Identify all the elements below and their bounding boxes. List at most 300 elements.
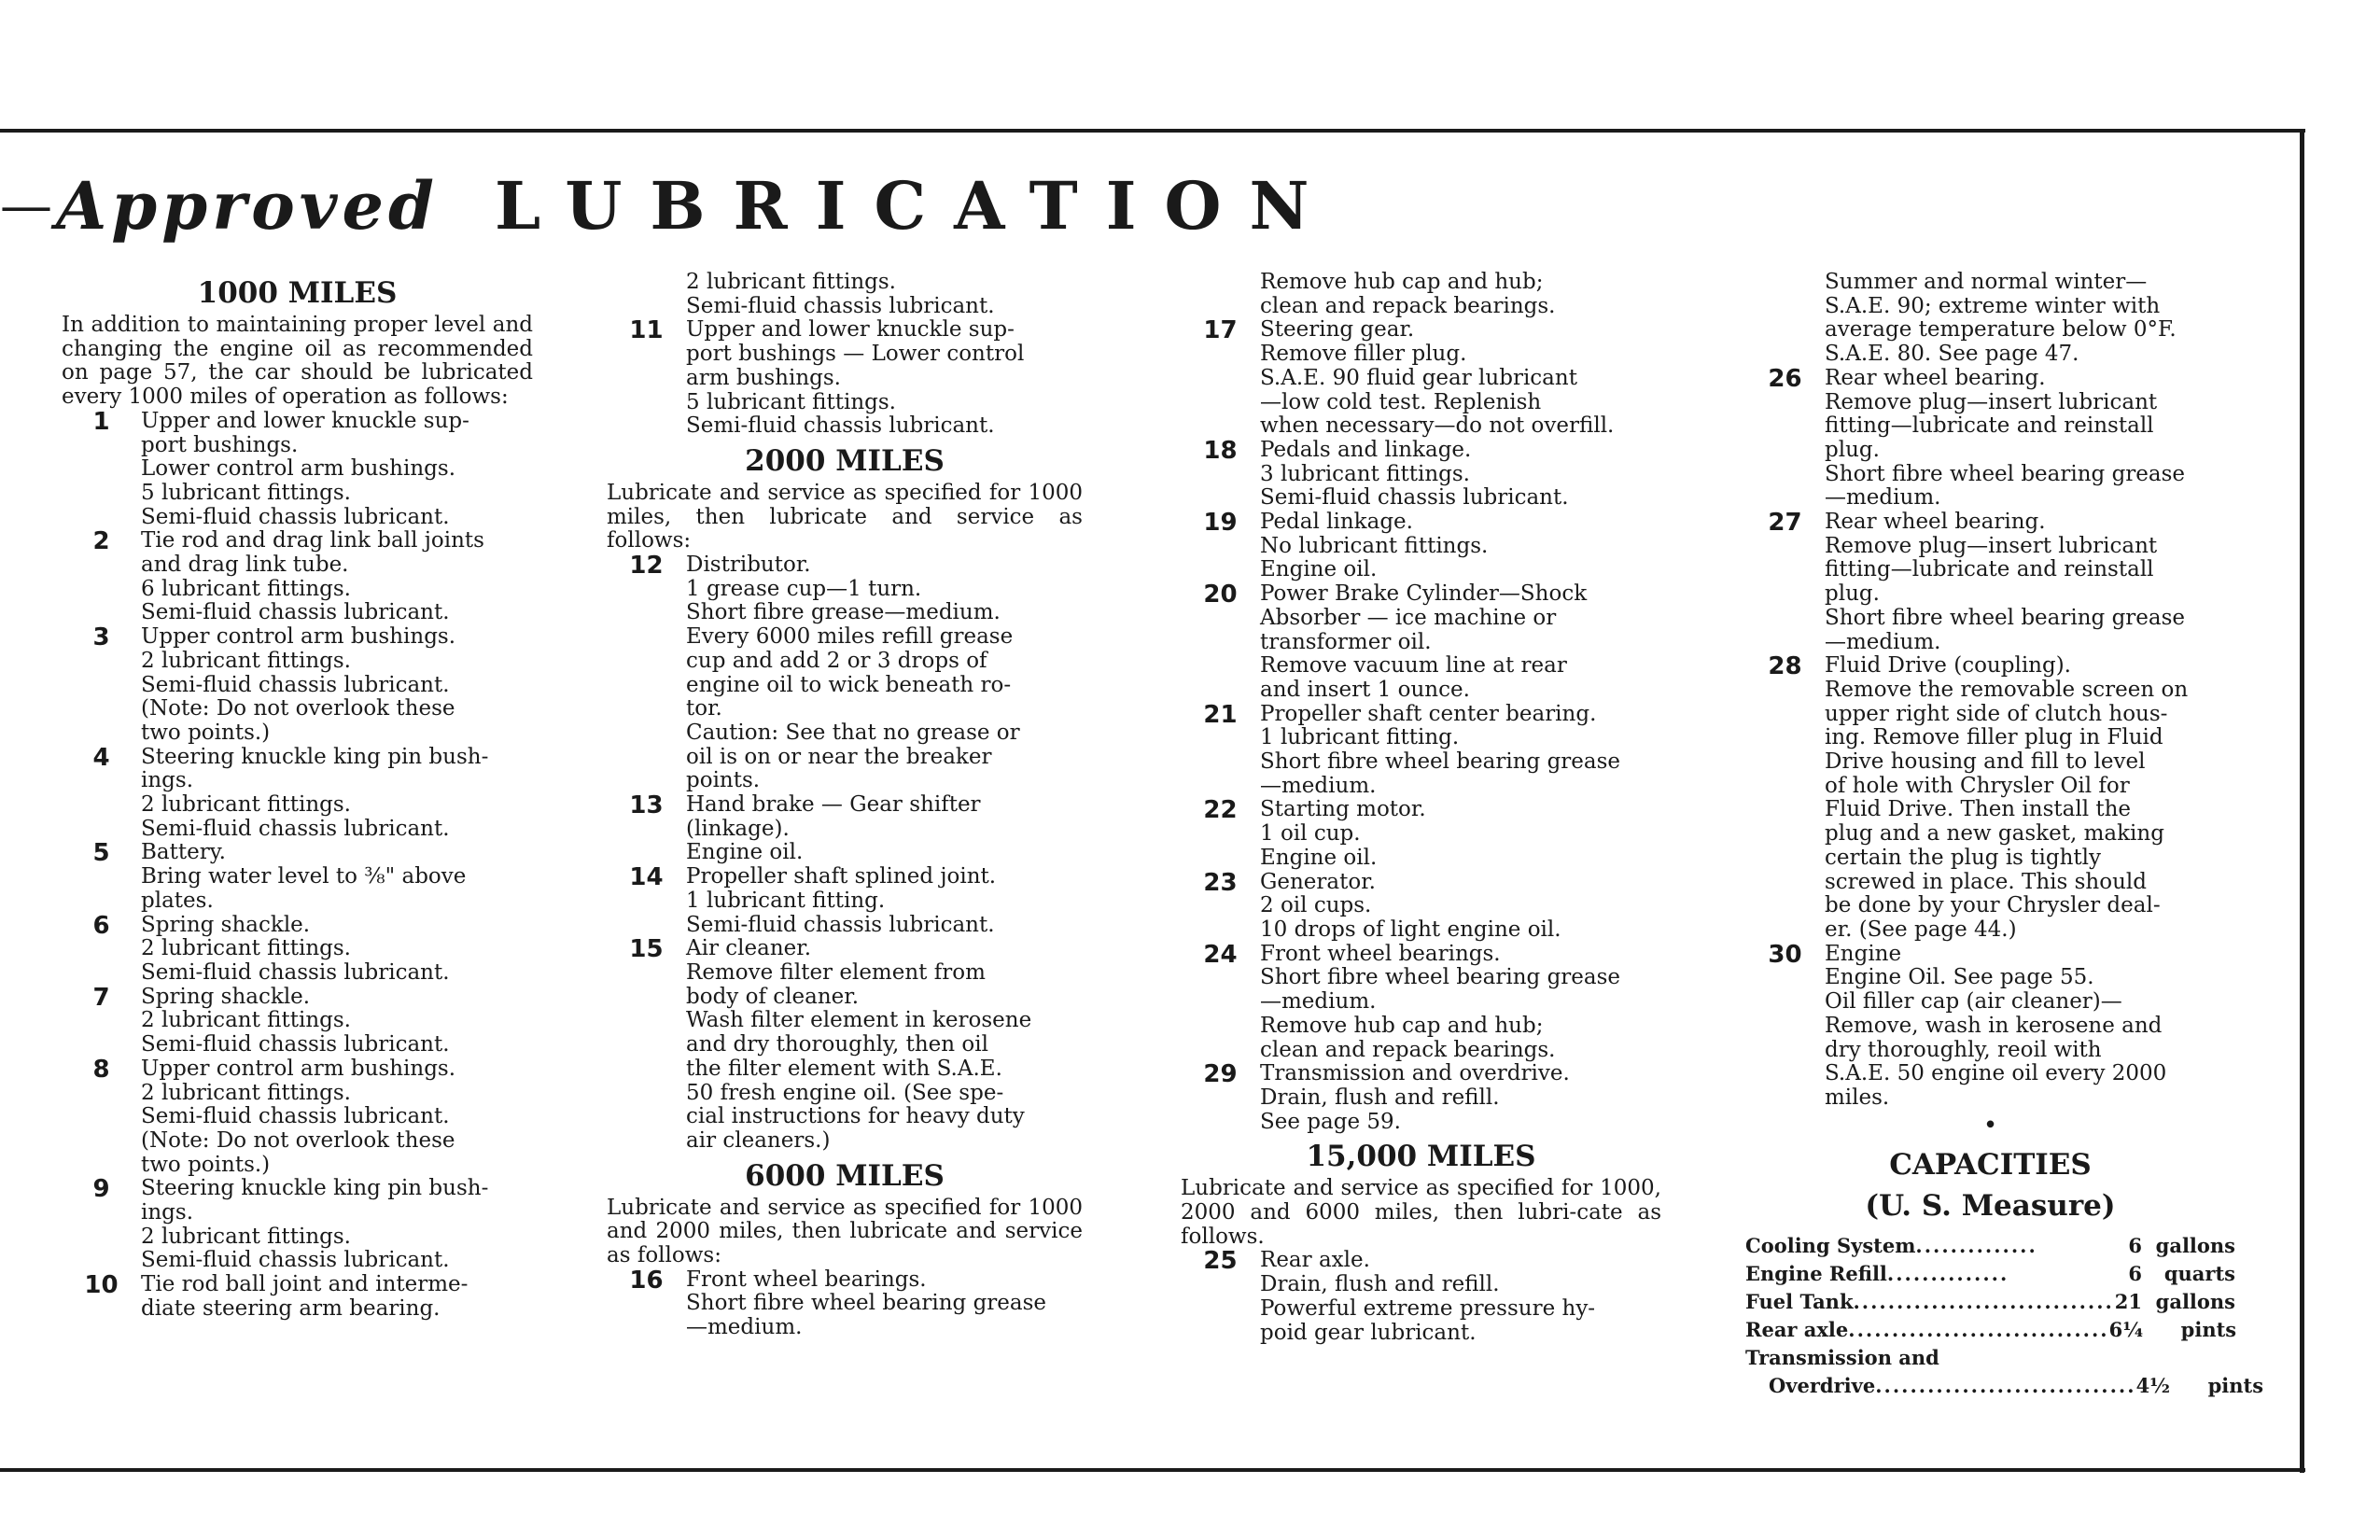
- capacity-value: 6: [2128, 1233, 2142, 1257]
- list-item-18: [1181, 436, 1661, 511]
- text-line: 2 oil cups.: [1260, 893, 1372, 918]
- text-line: 2 lubricant fittings.: [141, 1080, 351, 1105]
- capacity-row: [1745, 1344, 2235, 1372]
- list-item-23: [1181, 868, 1661, 943]
- text-line: oil is on or near the breaker: [686, 744, 992, 769]
- text-line: —low cold test. Replenish: [1260, 389, 1542, 414]
- item-text: [141, 1273, 533, 1321]
- text-line: Engine: [1825, 941, 1902, 966]
- item-number: 23: [1203, 868, 1238, 897]
- text-line: Pedals and linkage.: [1260, 437, 1472, 462]
- item-text: [1260, 871, 1661, 943]
- text-line: Front wheel bearings.: [1260, 941, 1501, 966]
- text-line: Caution: See that no grease or: [686, 720, 1020, 745]
- text-line: Fluid Drive. Then install the: [1825, 797, 2132, 822]
- capacity-value: 4½: [2135, 1373, 2171, 1397]
- list-item-5: [62, 841, 533, 913]
- item-10-continued: [607, 271, 1083, 318]
- list-1000-miles: [62, 407, 533, 1322]
- text-line: and drag link tube.: [141, 553, 349, 578]
- intro-1000-miles: In addition to maintaining proper level and changing the engine oil as recommended on page 57, the car should be lubricated every 1000 miles of operation as follows:: [62, 313, 533, 410]
- text-line: plug.: [1825, 437, 1880, 462]
- intro-2000-miles: Lubricate and service as specified for 1000 miles, then lubricate and service as follows:: [607, 480, 1083, 553]
- list-items-26-30: [1745, 364, 2235, 1111]
- text-line: Remove plug—insert lubricant: [1825, 533, 2158, 558]
- text-line: Upper control arm bushings.: [141, 624, 456, 650]
- item-number: 3: [92, 623, 110, 652]
- text-line: Rear wheel bearing.: [1825, 510, 2046, 535]
- text-line: Tie rod and drag link ball joints: [141, 528, 484, 553]
- item-number: 30: [1768, 940, 1802, 969]
- item-number: 14: [629, 863, 664, 892]
- text-line: Upper control arm bushings.: [141, 1056, 456, 1081]
- text-line: (Note: Do not overlook these: [141, 1127, 455, 1153]
- item-number: 7: [92, 983, 110, 1012]
- item-text: [686, 865, 1083, 937]
- item-number: 17: [1203, 316, 1238, 345]
- text-line: 2 lubricant fittings.: [141, 1224, 351, 1249]
- text-line: Rear wheel bearing.: [1825, 365, 2046, 390]
- list-items-17-29: [1181, 318, 1661, 1134]
- capacity-row: [1745, 1260, 2235, 1288]
- text-line: Semi-fluid chassis lubricant.: [1260, 485, 1569, 511]
- text-line: —medium.: [1825, 629, 1941, 654]
- capacity-row: [1745, 1232, 2235, 1260]
- capacity-value: 21: [2114, 1289, 2142, 1313]
- capacity-dots: ..............: [1886, 1261, 2009, 1285]
- text-line: Absorber — ice machine or: [1260, 605, 1557, 630]
- text-line: 2 lubricant fittings.: [141, 792, 351, 818]
- text-line: two points.): [141, 1152, 271, 1177]
- text-line: S.A.E. 50 engine oil every 2000: [1825, 1061, 2167, 1086]
- capacity-unit: pints: [2207, 1373, 2264, 1397]
- item-text: [1260, 1062, 1661, 1134]
- text-line: Power Brake Cylinder—Shock: [1260, 581, 1588, 607]
- list-item-28: [1745, 654, 2235, 942]
- text-line: 6 lubricant fittings.: [141, 576, 351, 601]
- text-line: average temperature below 0°F.: [1825, 317, 2177, 343]
- item-text: [141, 746, 533, 842]
- list-item-21: [1181, 700, 1661, 799]
- text-line: Steering gear.: [1260, 317, 1415, 343]
- list-item-7: [62, 983, 533, 1057]
- bullet-separator: •: [1982, 1111, 1998, 1140]
- text-line: Battery.: [141, 840, 226, 865]
- text-line: 2 lubricant fittings.: [141, 1008, 351, 1033]
- item-text: [1260, 511, 1661, 582]
- text-line: Semi-fluid chassis lubricant.: [141, 600, 450, 625]
- text-line: Remove vacuum line at rear: [1260, 653, 1567, 679]
- list-item-16: [607, 1268, 1083, 1340]
- item-number: 13: [629, 791, 664, 820]
- text-line: Semi-fluid chassis lubricant.: [141, 504, 450, 529]
- list-item-14: [607, 865, 1083, 937]
- title-approved: Approved: [56, 166, 439, 245]
- text-line: Short fibre wheel bearing grease: [1825, 605, 2186, 630]
- text-line: Summer and normal winter—: [1825, 270, 2148, 294]
- list-item-12: [607, 553, 1083, 793]
- text-line: Lower control arm bushings.: [141, 456, 456, 482]
- item-text: [686, 793, 1083, 865]
- text-line: two points.): [141, 720, 271, 745]
- list-item-3: [62, 625, 533, 746]
- list-15000-miles: [1181, 1249, 1661, 1345]
- text-line: Generator.: [1260, 869, 1376, 894]
- capacity-label: Fuel Tank: [1745, 1289, 1854, 1313]
- list-item-8: [62, 1057, 533, 1178]
- heading-2000-miles: 2000 MILES: [745, 443, 945, 478]
- text-line: air cleaners.): [686, 1127, 831, 1153]
- capacity-dots: ..............................: [1875, 1373, 2136, 1397]
- text-line: diate steering arm bearing.: [141, 1295, 441, 1321]
- text-line: clean and repack bearings.: [1260, 293, 1556, 318]
- text-line: cup and add 2 or 3 drops of: [686, 648, 987, 673]
- capacity-label: Cooling System: [1745, 1233, 1916, 1257]
- capacity-unit: quarts: [2163, 1261, 2235, 1285]
- text-line: 1 lubricant fitting.: [686, 888, 886, 913]
- column-3: [1181, 271, 1661, 1345]
- list-item-15: [607, 937, 1083, 1153]
- list-item-4: [62, 743, 533, 842]
- text-line: Starting motor.: [1260, 797, 1426, 822]
- item-number: 27: [1768, 509, 1802, 538]
- text-line: Wash filter element in kerosene: [686, 1008, 1032, 1033]
- text-line: (linkage).: [686, 816, 790, 841]
- text-line: Semi-fluid chassis lubricant.: [686, 413, 995, 439]
- text-line: Remove, wash in kerosene and: [1825, 1013, 2163, 1038]
- list-item-10: [62, 1273, 533, 1321]
- list-item-24: [1181, 940, 1661, 1063]
- list-item-30: [1745, 940, 2235, 1111]
- text-line: Semi-fluid chassis lubricant.: [141, 959, 450, 985]
- item-number: 26: [1768, 364, 1802, 393]
- text-line: Steering knuckle king pin bush-: [141, 1176, 489, 1201]
- capacities-table: [1745, 1232, 2264, 1400]
- text-line: Semi-fluid chassis lubricant.: [141, 1104, 450, 1129]
- text-line: Drive housing and fill to level: [1825, 749, 2146, 775]
- item-text: [1825, 511, 2235, 654]
- text-line: Engine oil.: [1260, 845, 1378, 870]
- text-line: tor.: [686, 696, 722, 721]
- text-line: Front wheel bearings.: [686, 1267, 927, 1292]
- text-line: Remove plug—insert lubricant: [1825, 389, 2158, 414]
- item-number: 28: [1768, 652, 1802, 681]
- text-line: certain the plug is tightly: [1825, 845, 2102, 870]
- item-number: 18: [1203, 436, 1238, 465]
- text-line: Drain, flush and refill.: [1260, 1272, 1500, 1297]
- item-text: [141, 986, 533, 1057]
- list-item-11: [607, 318, 1083, 439]
- capacity-dots: ..............................: [1848, 1317, 2109, 1341]
- text-line: Upper and lower knuckle sup-: [141, 408, 469, 433]
- text-line: Steering knuckle king pin bush-: [141, 744, 489, 769]
- text-line: Short fibre wheel bearing grease: [1260, 749, 1621, 775]
- list-item-1: [62, 407, 533, 530]
- capacity-value: 6: [2128, 1261, 2142, 1285]
- column-4: [1745, 270, 2264, 1400]
- text-line: er. (See page 44.): [1825, 917, 2017, 942]
- list-item-26: [1745, 364, 2235, 511]
- text-line: Short fibre wheel bearing grease: [1260, 965, 1621, 990]
- text-line: 5 lubricant fittings.: [686, 389, 896, 414]
- item-number: 9: [92, 1175, 110, 1204]
- text-line: 1 oil cup.: [1260, 821, 1361, 847]
- capacity-dots: [1939, 1344, 2142, 1372]
- bottom-rule: [0, 1468, 2305, 1472]
- list-item-9: [62, 1177, 533, 1273]
- item-16-continued: [1181, 271, 1661, 318]
- text-line: engine oil to wick beneath ro-: [686, 672, 1012, 697]
- text-line: the filter element with S.A.E.: [686, 1056, 1002, 1081]
- text-line: Remove hub cap and hub;: [1260, 270, 1544, 294]
- capacity-label: Transmission and: [1745, 1345, 1939, 1369]
- list-item-2: [62, 529, 533, 625]
- text-line: Short fibre grease—medium.: [686, 600, 1001, 625]
- text-line: Drain, flush and refill.: [1260, 1085, 1500, 1110]
- text-line: Transmission and overdrive.: [1260, 1061, 1570, 1086]
- text-line: —medium.: [686, 1315, 803, 1340]
- text-line: fitting—lubricate and reinstall: [1825, 557, 2154, 582]
- text-line: Semi-fluid chassis lubricant.: [141, 816, 450, 841]
- text-line: S.A.E. 90 fluid gear lubricant: [1260, 365, 1577, 390]
- item-number: 11: [629, 316, 664, 345]
- text-line: Spring shackle.: [141, 984, 311, 1009]
- item-text: [686, 553, 1083, 793]
- text-line: —medium.: [1825, 485, 1941, 511]
- text-line: Hand brake — Gear shifter: [686, 792, 981, 818]
- page-title: [0, 163, 1337, 247]
- text-line: Bring water level to ⅜" above: [141, 864, 467, 889]
- item-text: [1825, 654, 2235, 942]
- text-line: Powerful extreme pressure hy-: [1260, 1295, 1596, 1321]
- text-line: body of cleaner.: [686, 984, 860, 1009]
- item-number: 12: [629, 552, 664, 581]
- list-item-27: [1745, 511, 2235, 654]
- text-line: Every 6000 miles refill grease: [686, 624, 1014, 650]
- text-line: be done by your Chrysler deal-: [1825, 893, 2161, 918]
- text-line: Short fibre wheel bearing grease: [686, 1291, 1047, 1316]
- list-item-11: [607, 318, 1083, 439]
- text-line: and dry thoroughly, then oil: [686, 1032, 988, 1057]
- item-number: 8: [92, 1055, 110, 1084]
- text-line: Air cleaner.: [686, 936, 812, 961]
- list-6000-miles: [607, 1268, 1083, 1340]
- item-number: 21: [1203, 700, 1238, 729]
- text-line: 10 drops of light engine oil.: [1260, 917, 1561, 942]
- list-item-19: [1181, 511, 1661, 582]
- list-item-29: [1181, 1062, 1661, 1134]
- capacity-label: Rear axle: [1745, 1317, 1849, 1341]
- text-line: Engine Oil. See page 55.: [1825, 965, 2094, 990]
- item-number: 6: [92, 911, 110, 940]
- intro-6000-miles: Lubricate and service as specified for 1000 and 2000 miles, then lubricate and service as follows:: [607, 1195, 1083, 1268]
- item-text: [1260, 798, 1661, 870]
- text-line: poid gear lubricant.: [1260, 1320, 1477, 1345]
- list-item-6: [62, 911, 533, 986]
- title-lubrication: LUBRICATION: [494, 166, 1337, 245]
- item-number: 16: [629, 1266, 664, 1295]
- text-line: (Note: Do not overlook these: [141, 696, 455, 721]
- text-line: ings.: [141, 768, 194, 793]
- text-line: cial instructions for heavy duty: [686, 1104, 1025, 1129]
- text-line: plug and a new gasket, making: [1825, 821, 2164, 847]
- item-text: [686, 937, 1083, 1153]
- capacity-row: [1745, 1288, 2235, 1316]
- item-text: [1260, 1249, 1661, 1345]
- list-item-22: [1181, 798, 1661, 870]
- text-line: Engine oil.: [686, 840, 804, 865]
- text-line: arm bushings.: [686, 365, 841, 390]
- item-number: 4: [92, 743, 110, 772]
- text-line: screwed in place. This should: [1825, 869, 2147, 894]
- heading-6000-miles: 6000 MILES: [745, 1158, 945, 1193]
- item-text: [1825, 367, 2235, 511]
- heading-15000-miles: 15,000 MILES: [1306, 1140, 1536, 1174]
- text-line: S.A.E. 80. See page 47.: [1825, 342, 2079, 367]
- capacities-heading: CAPACITIES: [1889, 1147, 2092, 1182]
- item-text: [686, 1268, 1083, 1340]
- text-line: Pedal linkage.: [1260, 510, 1413, 535]
- item-number: 19: [1203, 509, 1238, 538]
- text-line: 1 grease cup—1 turn.: [686, 576, 922, 601]
- text-line: when necessary—do not overfill.: [1260, 413, 1615, 439]
- text-line: Semi-fluid chassis lubricant.: [141, 1248, 450, 1273]
- item-number: 10: [84, 1271, 119, 1300]
- item-text: [1260, 439, 1661, 511]
- capacity-row: [1745, 1316, 2235, 1344]
- text-line: Spring shackle.: [141, 912, 311, 937]
- text-line: dry thoroughly, reoil with: [1825, 1037, 2102, 1062]
- item-number: 20: [1203, 581, 1238, 609]
- item-number: 15: [629, 935, 664, 964]
- text-line: 50 fresh engine oil. (See spe-: [686, 1080, 1004, 1105]
- title-dash: —: [0, 175, 52, 236]
- capacity-dots: ..............: [1915, 1233, 2037, 1257]
- item-number: 2: [92, 527, 110, 556]
- text-line: See page 59.: [1260, 1109, 1401, 1134]
- item-number: 29: [1203, 1060, 1238, 1089]
- column-1: [62, 271, 533, 1322]
- text-line: plug.: [1825, 581, 1880, 607]
- text-line: Semi-fluid chassis lubricant.: [686, 293, 995, 318]
- text-line: 2 lubricant fittings.: [141, 648, 351, 673]
- item-text: [686, 318, 1083, 439]
- text-line: miles.: [1825, 1085, 1890, 1110]
- text-line: 3 lubricant fittings.: [1260, 461, 1470, 486]
- capacity-unit: pints: [2180, 1317, 2237, 1341]
- text-line: Propeller shaft splined joint.: [686, 864, 997, 889]
- text-line: Oil filler cap (air cleaner)—: [1825, 989, 2122, 1015]
- capacity-unit: gallons: [2155, 1233, 2235, 1257]
- text-line: upper right side of clutch hous-: [1825, 701, 2168, 726]
- list-item-17: [1181, 318, 1661, 439]
- item-text: [1260, 582, 1661, 703]
- item-25-continued: [1745, 271, 2235, 367]
- text-line: —medium.: [1260, 989, 1377, 1015]
- text-line: and insert 1 ounce.: [1260, 677, 1470, 702]
- text-line: ings.: [141, 1200, 194, 1225]
- text-line: 2 lubricant fittings.: [141, 936, 351, 961]
- text-line: fitting—lubricate and reinstall: [1825, 413, 2154, 439]
- heading-1000-miles: 1000 MILES: [197, 276, 398, 310]
- item-text: [1260, 703, 1661, 799]
- text-line: plates.: [141, 888, 214, 913]
- capacity-unit: [2142, 1344, 2235, 1372]
- text-line: port bushings.: [141, 432, 299, 457]
- item-text: [141, 914, 533, 986]
- text-line: port bushings — Lower control: [686, 342, 1025, 367]
- text-line: Remove the removable screen on: [1825, 677, 2189, 702]
- top-rule: [0, 129, 2305, 133]
- item-text: [141, 625, 533, 746]
- column-2: [607, 271, 1083, 1340]
- text-line: 1 lubricant fitting.: [1260, 725, 1460, 750]
- text-line: S.A.E. 90; extreme winter with: [1825, 293, 2161, 318]
- item-text: [1260, 943, 1661, 1063]
- text-line: No lubricant fittings.: [1260, 533, 1489, 558]
- text-line: Propeller shaft center bearing.: [1260, 701, 1597, 726]
- item-number: 22: [1203, 796, 1238, 825]
- item-number: 25: [1203, 1247, 1238, 1276]
- text-line: clean and repack bearings.: [1260, 1037, 1556, 1062]
- item-text: [141, 410, 533, 530]
- item-text: [141, 1177, 533, 1273]
- text-line: points.: [686, 768, 761, 793]
- text-line: transformer oil.: [1260, 629, 1432, 654]
- text-line: Distributor.: [686, 553, 811, 578]
- list-2000-miles: [607, 553, 1083, 1154]
- capacity-row: [1745, 1372, 2264, 1400]
- item-number: 24: [1203, 940, 1238, 969]
- capacity-dots: ..............................: [1853, 1289, 2114, 1313]
- text-line: Fluid Drive (coupling).: [1825, 653, 2071, 679]
- text-line: Upper and lower knuckle sup-: [686, 317, 1015, 343]
- capacity-value: 6¼: [2108, 1317, 2144, 1341]
- text-line: Remove filler plug.: [1260, 342, 1467, 367]
- item-text: [1825, 943, 2235, 1111]
- item-number: 5: [92, 839, 110, 868]
- list-item-13: [607, 793, 1083, 865]
- text-line: Remove filter element from: [686, 959, 986, 985]
- list-item-25: [1181, 1249, 1661, 1345]
- text-line: Short fibre wheel bearing grease: [1825, 461, 2186, 486]
- text-line: Semi-fluid chassis lubricant.: [141, 672, 450, 697]
- list-item-20: [1181, 582, 1661, 703]
- item-text: [141, 1057, 533, 1178]
- item-number: 1: [92, 407, 110, 436]
- capacity-unit: gallons: [2155, 1289, 2235, 1313]
- item-text: [141, 529, 533, 625]
- intro-15000-miles: Lubricate and service as specified for 1000, 2000 and 6000 miles, then lubri-cate as follows.: [1181, 1176, 1661, 1249]
- text-line: Semi-fluid chassis lubricant.: [141, 1032, 450, 1057]
- text-line: Tie rod ball joint and interme-: [141, 1272, 469, 1297]
- right-rule: [2300, 129, 2304, 1473]
- text-line: —medium.: [1260, 773, 1377, 798]
- capacities-subheading: (U. S. Measure): [1865, 1188, 2116, 1223]
- text-line: 5 lubricant fittings.: [141, 480, 351, 505]
- text-line: 2 lubricant fittings.: [686, 270, 896, 294]
- text-line: Rear axle.: [1260, 1248, 1370, 1273]
- text-line: Engine oil.: [1260, 557, 1378, 582]
- text-line: Remove hub cap and hub;: [1260, 1013, 1544, 1038]
- text-line: of hole with Chrysler Oil for: [1825, 773, 2130, 798]
- item-text: [141, 841, 533, 913]
- text-line: Semi-fluid chassis lubricant.: [686, 912, 995, 937]
- capacity-label: Engine Refill: [1745, 1261, 1887, 1285]
- text-line: ing. Remove filler plug in Fluid: [1825, 725, 2163, 750]
- item-text: [1260, 318, 1661, 439]
- capacity-label: Overdrive: [1769, 1373, 1876, 1397]
